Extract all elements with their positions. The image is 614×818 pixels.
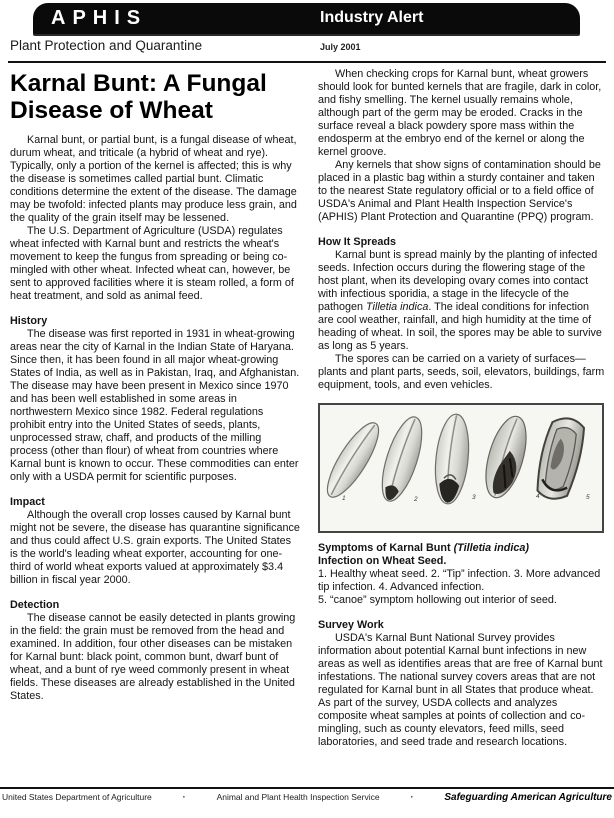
figure-legend-line2: 5. “canoe” symptom hollowing out interior of seed. [318,594,557,606]
figure-legend [318,568,606,607]
spreads-heading: How It Spreads [318,236,396,248]
footer-slogan: Safeguarding American Agriculture [444,792,612,803]
impact-heading: Impact [10,496,45,508]
wheat-seeds-illustration [320,405,602,531]
issue-date: July 2001 [320,42,361,52]
aphis-logo-text: APHIS [51,7,148,29]
detection-heading: Detection [10,599,60,611]
footer-usda: United States Department of Agriculture [2,792,152,802]
figure-caption-line2: Infection on Wheat Seed. [318,555,447,567]
footer [2,792,612,803]
detection-paragraph: The disease cannot be easily detected in plants growing in the field: the grain must be removed from the head and examined. In addition, four other diseases can be mistaken for Karnal bunt: black point, common bunt, dwarf bunt of wheat, and a bunt of rye weed commonly present in wheat fields. These diseases are already established in the United States. [10,612,296,702]
footer-aphis-service: Animal and Plant Health Inspection Service [216,792,380,802]
seed-label-4: 4 [536,493,540,500]
caption-latin-name: (Tilletia indica) [453,542,529,554]
seed-label-2: 2 [414,496,418,503]
survey-paragraph: USDA's Karnal Bunt National Survey provides information about potential Karnal bunt infections in new areas as well as identifies areas that are free of Karnal bunt infestations. The national survey covers areas that are not regulated for Karnal bunt in all States that produce wheat. As part of the survey, USDA collects and analyzes composite wheat samples at points of collection and co-mingling, such as county elevators, feed mills, seed laboratories, and seed trade and research locations. [318,632,603,748]
footer-rule [0,787,614,789]
footer-separator-1: · [182,792,186,802]
pathogen-latin-name: Tilletia indica [366,301,429,313]
spreads-paragraph-1 [318,249,606,353]
banner-title: Industry Alert [320,9,424,26]
seed-label-1: 1 [342,495,346,502]
figure-legend-line1: 1. Healthy wheat seed. 2. “Tip” infection. 3. More advanced tip infection. 4. Advanced infection. [318,568,601,593]
header-banner [33,3,580,34]
wheat-seed-figure [318,403,604,533]
figure-caption-line1 [318,542,606,555]
figure-caption [318,542,606,568]
program-subtitle: Plant Protection and Quarantine [10,38,203,53]
survey-heading: Survey Work [318,619,384,631]
seed-label-5: 5 [586,494,590,501]
right-column [318,68,606,749]
spreads-text-pre: Karnal bunt is spread mainly by the planting of infected seeds. Infection occurs during the flowering stage of the host plant, when its developing ovary comes into contact with infectious sporidia, a stage in the lifecycle of the pathogen [318,249,598,313]
intro-paragraph-2: The U.S. Department of Agriculture (USDA) regulates wheat infected with Karnal bunt and restricts the wheat's movement to keep the fungus from spreading or being co-mingled with other wheat. Infected wheat can, however, be sent to approved facilities where it is steam rolled, a form of heat treatment, and sold as animal feed. [10,225,294,302]
caption-text: Symptoms of Karnal Bunt [318,542,454,554]
header-rule [8,61,606,63]
seed-label-3: 3 [472,494,476,501]
impact-paragraph: Although the overall crop losses caused by Karnal bunt might not be severe, the disease has quarantine significance and thus could affect U.S. grain exports. The United States is the world's leading wheat exporter, accounting for one-third of world wheat exports valued at approximately $3.4 billion in fiscal year 2000. [10,509,300,586]
history-heading: History [10,315,48,327]
history-paragraph: The disease was first reported in 1931 in wheat-growing areas near the city of Karnal in the Indian State of Haryana. Since then, it has been found in all major wheat-growing States of India, as well as in Pakistan, Iraq, and Afghanistan. The disease may have been present in Mexico since 1970 and has been well established in some areas in northwestern Mexico since 1982. Federal regulations prohibit entry into the United States of seeds, plants, unprocessed straw, chaff, and products of the milling process (other than flour) of wheat from countries where Karnal bunt is known to occur. These commodities can enter only with a USDA permit for scientific purposes. [10,328,300,483]
checking-paragraph: When checking crops for Karnal bunt, wheat growers should look for bunted kernels that are fragile, dark in color, and fishy smelling. The kernel usually remains whole, although part of the germ may be eroded. Cracks in the surface reveal a black powdery spore mass within the endosperm at the embryo end of the kernel or along the kernel groove. [318,68,602,158]
intro-paragraph-1: Karnal bunt, or partial bunt, is a fungal disease of wheat, durum wheat, and triticale (a hybrid of wheat and rye). Typically, only a portion of the kernel is affected; this is why the disease is sometimes called partial bunt. Climatic conditions determine the extent of the disease. The damage may be twofold: infected plants may produce less grain, and the quality of the grain itself may be lessened. [10,134,297,224]
article-title: Karnal Bunt: A Fungal Disease of Wheat [10,70,267,124]
left-column [10,68,300,703]
subheader-row [10,38,604,58]
spreads-paragraph-2: The spores can be carried on a variety of surfaces—plants and plant parts, seeds, soil, elevators, buildings, farm equipment, tools, and even vehicles. [318,353,605,391]
footer-separator-2: · [410,792,414,802]
contamination-paragraph: Any kernels that show signs of contamination should be placed in a plastic bag within a sturdy container and taken to the nearest State regulatory official or to a field office of USDA's Animal and Plant Health Inspection Service's (APHIS) Plant Protection and Quarantine (PPQ) program. [318,159,601,223]
spreads-text-post: . The ideal conditions for infection are cool weather, rainfall, and high humidity at the time of heading of wheat. In soil, the spores may be able to survive as long as 5 years. [318,301,602,352]
